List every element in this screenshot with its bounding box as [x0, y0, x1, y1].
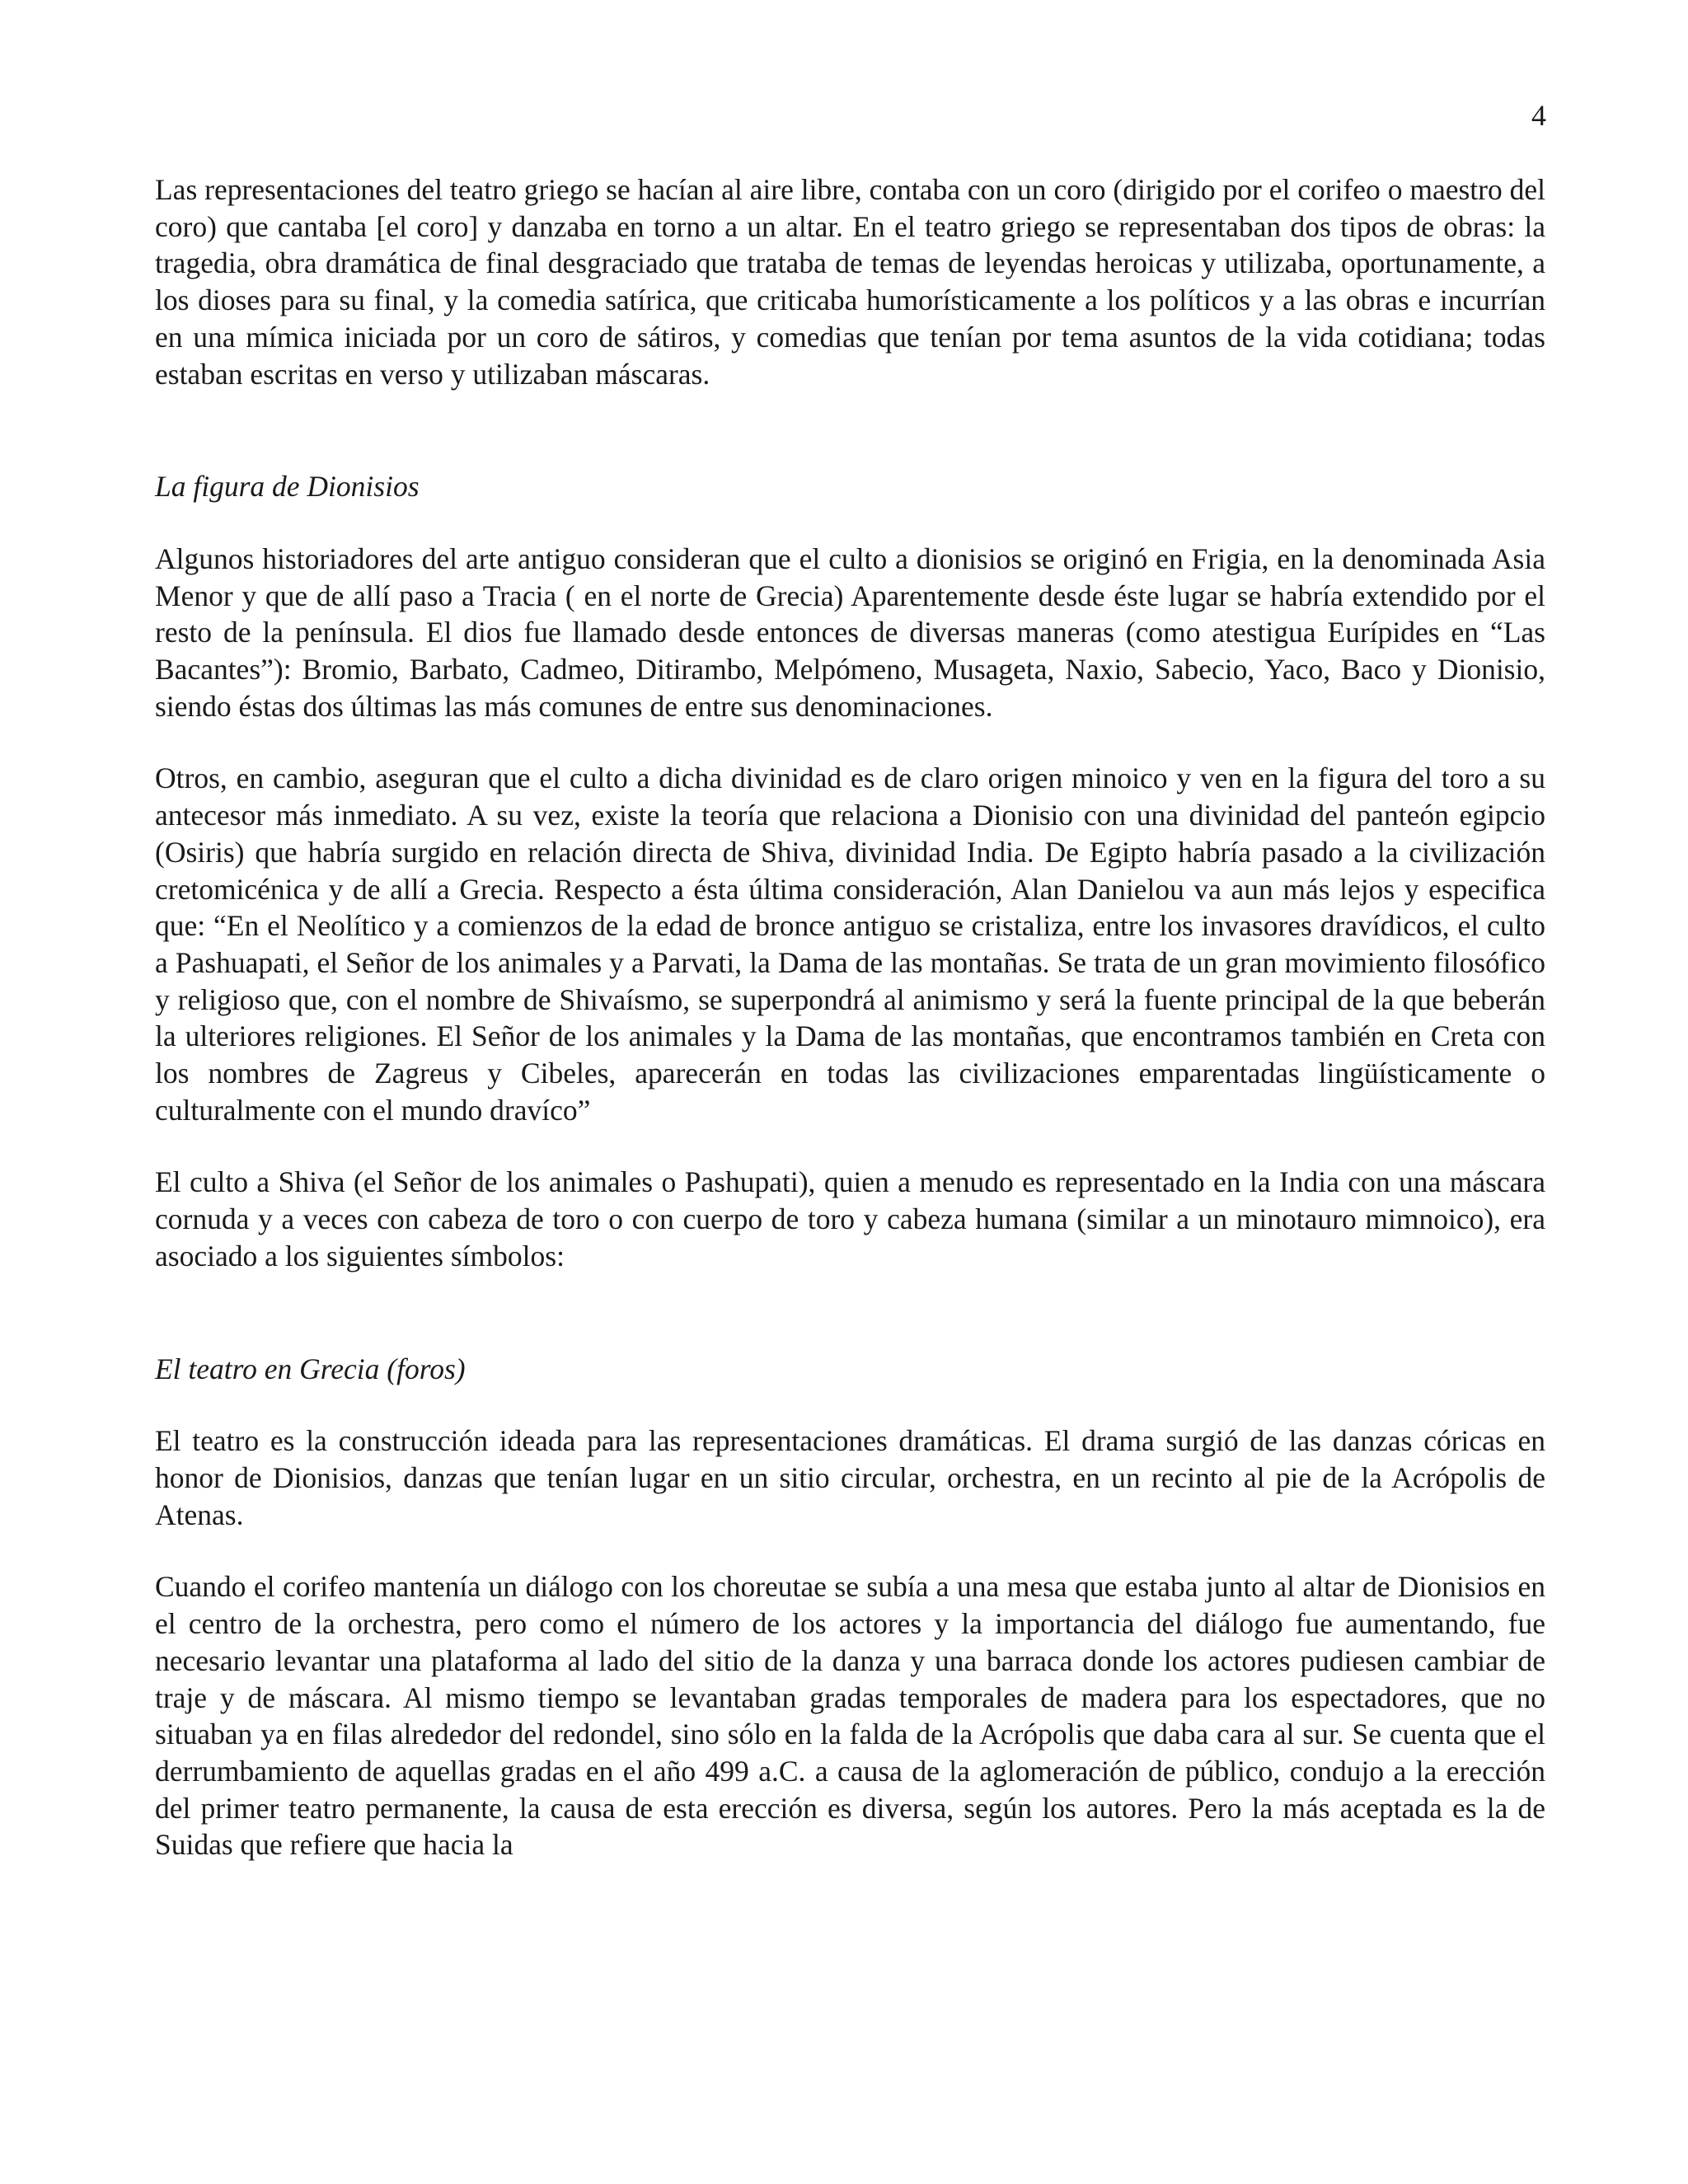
- paragraph-minoan-origin: Otros, en cambio, aseguran que el culto a dicha divinidad es de claro origen minoico y ven en la figura del toro a su antecesor más inmediato. A su vez, existe la teoría que relaciona a Dionisio con una divinidad del panteón egipcio (Osiris) que habría surgido en relación directa de Shiva, divinidad India. De Egipto habría pasado a la civilización cretomicénica y de allí a Grecia. Respecto a ésta última consideración, Alan Danielou va aun más lejos y especifica que: “En el Neolítico y a comienzos de la edad de bronce antiguo se cristaliza, entre los invasores dravídicos, el culto a Pashuapati, el Señor de los animales y a Parvati, la Dama de las montañas. Se trata de un gran movimiento filosófico y religioso que, con el nombre de Shivaísmo, se superpondrá al animismo y será la fuente principal de la que beberán la ulteriores religiones. El Señor de los animales y la Dama de las montañas, que encontramos también en Creta con los nombres de Zagreus y Cibeles, aparecerán en todas las civilizaciones emparentadas lingüísticamente o culturalmente con el mundo dravíco”: [155, 762, 1545, 1127]
- paragraph-dionisios-origins: Algunos historiadores del arte antiguo consideran que el culto a dionisios se originó en Frigia, en la denominada Asia Menor y que de allí paso a Tracia ( en el norte de Grecia) Aparentemente desde éste lugar se habría extendido por el resto de la península. El dios fue llamado desde entonces de diversas maneras (como atestigua Eurípides en “Las Bacantes”): Bromio, Barbato, Cadmeo, Ditirambo, Melpómeno, Musageta, Naxio, Sabecio, Yaco, Baco y Dionisio, siendo éstas dos últimas las más comunes de entre sus denominaciones.: [155, 541, 1545, 723]
- paragraph-theatre-definition: El teatro es la construcción ideada para las representaciones dramáticas. El drama surgió de las danzas córicas en honor de Dionisios, danzas que tenían lugar en un sitio circular, orchestra, en un recinto al pie de la Acrópolis de Atenas.: [155, 1424, 1545, 1531]
- page-body: [155, 171, 1545, 1863]
- page-number: 4: [1531, 99, 1546, 132]
- section-heading-dionisios: La figura de Dionisios: [155, 470, 420, 504]
- section-heading-theatre-greece: El teatro en Grecia (foros): [155, 1352, 466, 1385]
- paragraph-corifeo-dialogue: Cuando el corifeo mantenía un diálogo con los choreutae se subía a una mesa que estaba junto al altar de Dionisios en el centro de la orchestra, pero como el número de los actores y la importancia del diálogo fue aumentando, fue necesario levantar una plataforma al lado del sitio de la danza y una barraca donde los actores pudiesen cambiar de traje y de máscara. Al mismo tiempo se levantaban gradas temporales de madera para los espectadores, que no situaban ya en filas alrededor del redondel, sino sólo en la falda de la Acrópolis que daba cara al sur. Se cuenta que el derrumbamiento de aquellas gradas en el año 499 a.C. a causa de la aglomeración de público, condujo a la erección del primer teatro permanente, la causa de esta erección es diversa, según los autores. Pero la más aceptada es la de Suidas que refiere que hacia la: [155, 1570, 1545, 1862]
- paragraph-greek-theatre-intro: Las representaciones del teatro griego se hacían al aire libre, contaba con un coro (dirigido por el corifeo o maestro del coro) que cantaba [el coro] y danzaba en torno a un altar. En el teatro griego se representaban dos tipos de obras: la tragedia, obra dramática de final desgraciado que trataba de temas de leyendas heroicas y utilizaba, oportunamente, a los dioses para su final, y la comedia satírica, que criticaba humorísticamente a los políticos y a las obras e incurrían en una mímica iniciada por un coro de sátiros, y comedias que tenían por tema asuntos de la vida cotidiana; todas estaban escritas en verso y utilizaban máscaras.: [155, 173, 1545, 391]
- paragraph-shiva-cult: El culto a Shiva (el Señor de los animales o Pashupati), quien a menudo es representado en la India con una máscara cornuda y a veces con cabeza de toro o con cuerpo de toro y cabeza humana (similar a un minotauro mimnoico), era asociado a los siguientes símbolos:: [155, 1165, 1545, 1272]
